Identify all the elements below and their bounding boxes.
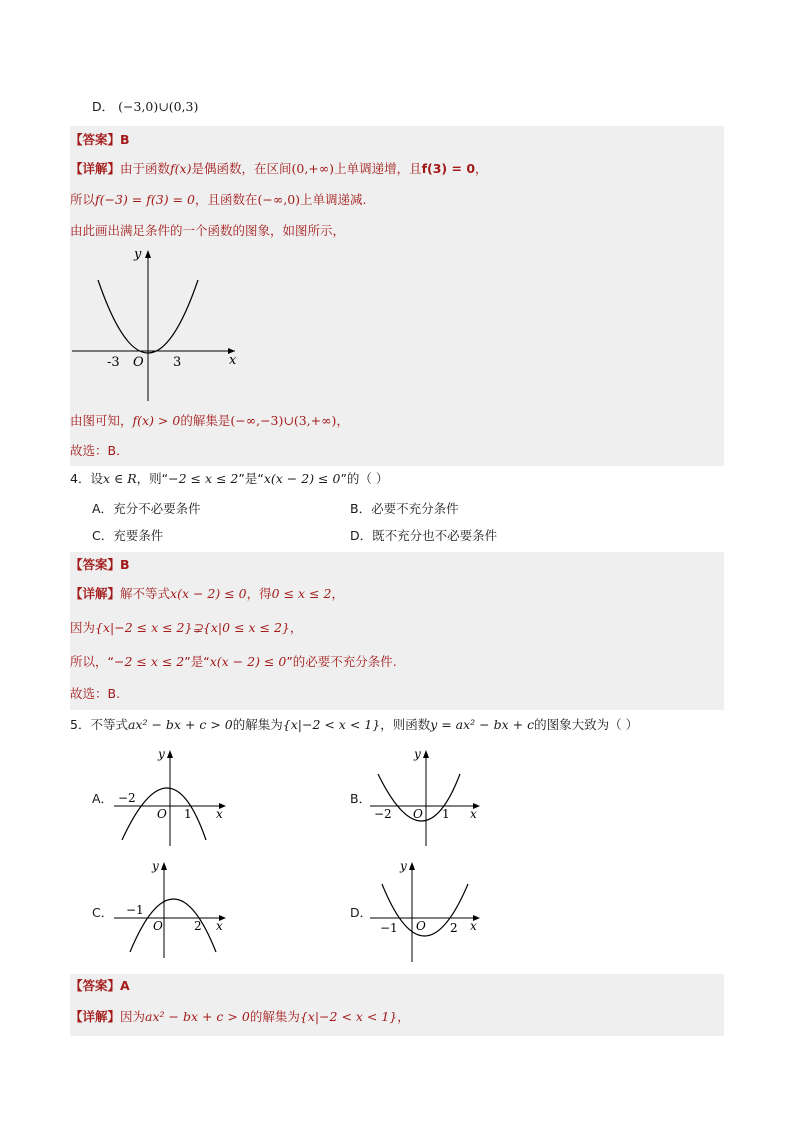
answer-value: B [120,132,130,147]
q4-option-c[interactable] [92,527,163,545]
root-label: 2 [194,919,202,933]
origin-label: O [157,807,167,821]
x-label: x [216,919,223,933]
text: ，且函数在 [194,192,258,207]
text: 上单调递增，且 [334,161,422,176]
origin-label: O [416,919,426,933]
y-axis-arrow [145,250,151,258]
math: x(x − 2) ≤ 0 [209,654,287,669]
y-label: y [134,247,142,262]
math: {x|−2 < x < 1} [299,1009,398,1024]
q3-detail-3 [70,216,724,246]
x-label: x [470,919,477,933]
y-axis-arrow [423,750,429,758]
text: ，则函数 [380,717,431,732]
math: f(−3) = f(3) = 0 [95,192,195,207]
math: x(x − 2) ≤ 0 [170,586,247,601]
q5-graph-b[interactable] [368,748,488,848]
option-label: B． [350,501,372,516]
math: ax² − bx + c > 0 [145,1009,250,1024]
left-root-label: -3 [107,355,120,370]
x-label: x [216,807,223,821]
y-label: y [400,860,407,873]
option-text: 必要不充分条件 [371,501,459,516]
text: ”的必要不充分条件. [286,654,397,669]
q3-choose [70,436,724,466]
math: {x|−2 ≤ x ≤ 2}⊋{x|0 ≤ x ≤ 2} [95,620,290,635]
text: 上单调递减. [300,192,367,207]
math: −2 ≤ x ≤ 2 [113,654,185,669]
text: ， [331,586,344,601]
q5-graph-c[interactable] [112,860,232,960]
q5-detail-1 [70,998,724,1036]
text: 由此画出满足条件的一个函数的图象，如图所示， [70,223,346,238]
q5-option-c-label[interactable]: C． [92,905,114,920]
math: (−∞,−3)∪(3,+∞) [230,413,337,428]
q4-option-a[interactable] [92,500,201,518]
origin-label: O [133,355,144,370]
text: ， [289,620,303,635]
q5-option-d-label[interactable]: D． [350,905,373,920]
text: 4．设 [70,471,103,486]
math: y = ax² − bx + c [430,717,535,732]
q5-graph-d[interactable] [368,860,488,964]
right-root-label: 3 [173,355,182,370]
math: (−∞,0) [257,192,301,207]
q4-choose [70,678,724,710]
root-label: −2 [374,807,392,821]
text: 的图象大致为（ ） [534,717,639,732]
detail-tag: 【详解】 [70,586,121,601]
y-label: y [414,748,421,761]
q4-answer [70,552,724,578]
text: ， [336,413,349,428]
detail-tag: 【详解】 [70,1009,121,1024]
text: ，则“ [136,471,169,486]
root-label: −1 [380,921,398,935]
option-math: (−3,0)∪(0,3) [118,99,199,114]
math: (0,+∞) [291,161,335,176]
q5-graph-a[interactable] [112,748,232,848]
math: x ∈ R [102,471,137,486]
text: 5．不等式 [70,717,128,732]
answer-tag: 【答案】 [70,132,121,147]
answer-tag: 【答案】 [70,557,121,572]
math: ax² − bx + c > 0 [127,717,233,732]
y-axis-arrow [167,750,173,758]
q4-option-b[interactable] [350,500,459,518]
origin-label: O [153,919,163,933]
origin-label: O [413,807,423,821]
q3-answer [70,126,724,154]
math: {x|−2 < x < 1} [282,717,381,732]
option-text: 充分不必要条件 [113,501,201,516]
answer-value: A [120,978,130,993]
q3-parabola-graph [70,246,724,406]
q5-stem [70,714,724,736]
option-text: 既不充分也不必要条件 [372,528,498,543]
q3-detail-1 [70,154,724,184]
q3-detail-2 [70,184,724,216]
math: f(x) [170,161,192,176]
text: ”是“ [184,654,210,669]
text: 是偶函数，在区间 [191,161,292,176]
text: ”的（ ） [340,471,389,486]
root-label: 1 [184,807,192,821]
q3-option-d [92,98,746,116]
option-label: D． [92,99,115,114]
text: 的解集为 [232,717,283,732]
y-label: y [158,748,165,761]
y-label: y [152,860,159,873]
option-label: C． [92,528,114,543]
q5-option-b-label[interactable]: B． [350,791,372,806]
text: 由图可知， [70,413,133,428]
option-label: D． [350,528,373,543]
root-label: 2 [450,921,458,935]
text: 故选：B. [70,686,121,701]
q5-answer [70,974,724,998]
answer-tag: 【答案】 [70,978,121,993]
text: 故选：B． [70,443,129,458]
math: −2 ≤ x ≤ 2 [168,471,239,486]
x-label: x [229,353,237,368]
detail-tag: 【详解】 [70,161,121,176]
text: 所以，“ [70,654,114,669]
text: 所以 [70,192,96,207]
y-axis-arrow [409,862,415,870]
q4-detail-1 [70,578,724,610]
q4-stem [70,470,724,490]
option-label: A． [92,501,114,516]
answer-value: B [120,557,130,572]
math: f(x) > 0 [132,413,181,428]
q4-detail-2 [70,610,724,646]
q4-detail-3 [70,646,724,678]
text: ”是“ [238,471,264,486]
text: ， [475,161,488,176]
text: 解不等式 [120,586,171,601]
math: 0 ≤ x ≤ 2 [271,586,332,601]
q5-option-a-label[interactable]: A． [92,791,114,806]
root-label: −2 [118,791,136,805]
text: 的解集是 [180,413,231,428]
text: 由于函数 [120,161,171,176]
math: x(x − 2) ≤ 0 [263,471,341,486]
q4-option-d[interactable] [350,527,497,545]
root-label: −1 [126,903,144,917]
q3-detail-4 [70,406,724,436]
math: f(3) = 0 [421,161,476,176]
text: 的解集为 [249,1009,300,1024]
x-label: x [470,807,477,821]
option-text: 充要条件 [113,528,164,543]
text: 因为 [120,1009,146,1024]
root-label: 1 [442,807,450,821]
text: ，得 [246,586,272,601]
text: 因为 [70,620,96,635]
q3-graph-panel [70,246,724,406]
y-axis-arrow [161,862,167,870]
text: ， [397,1009,410,1024]
